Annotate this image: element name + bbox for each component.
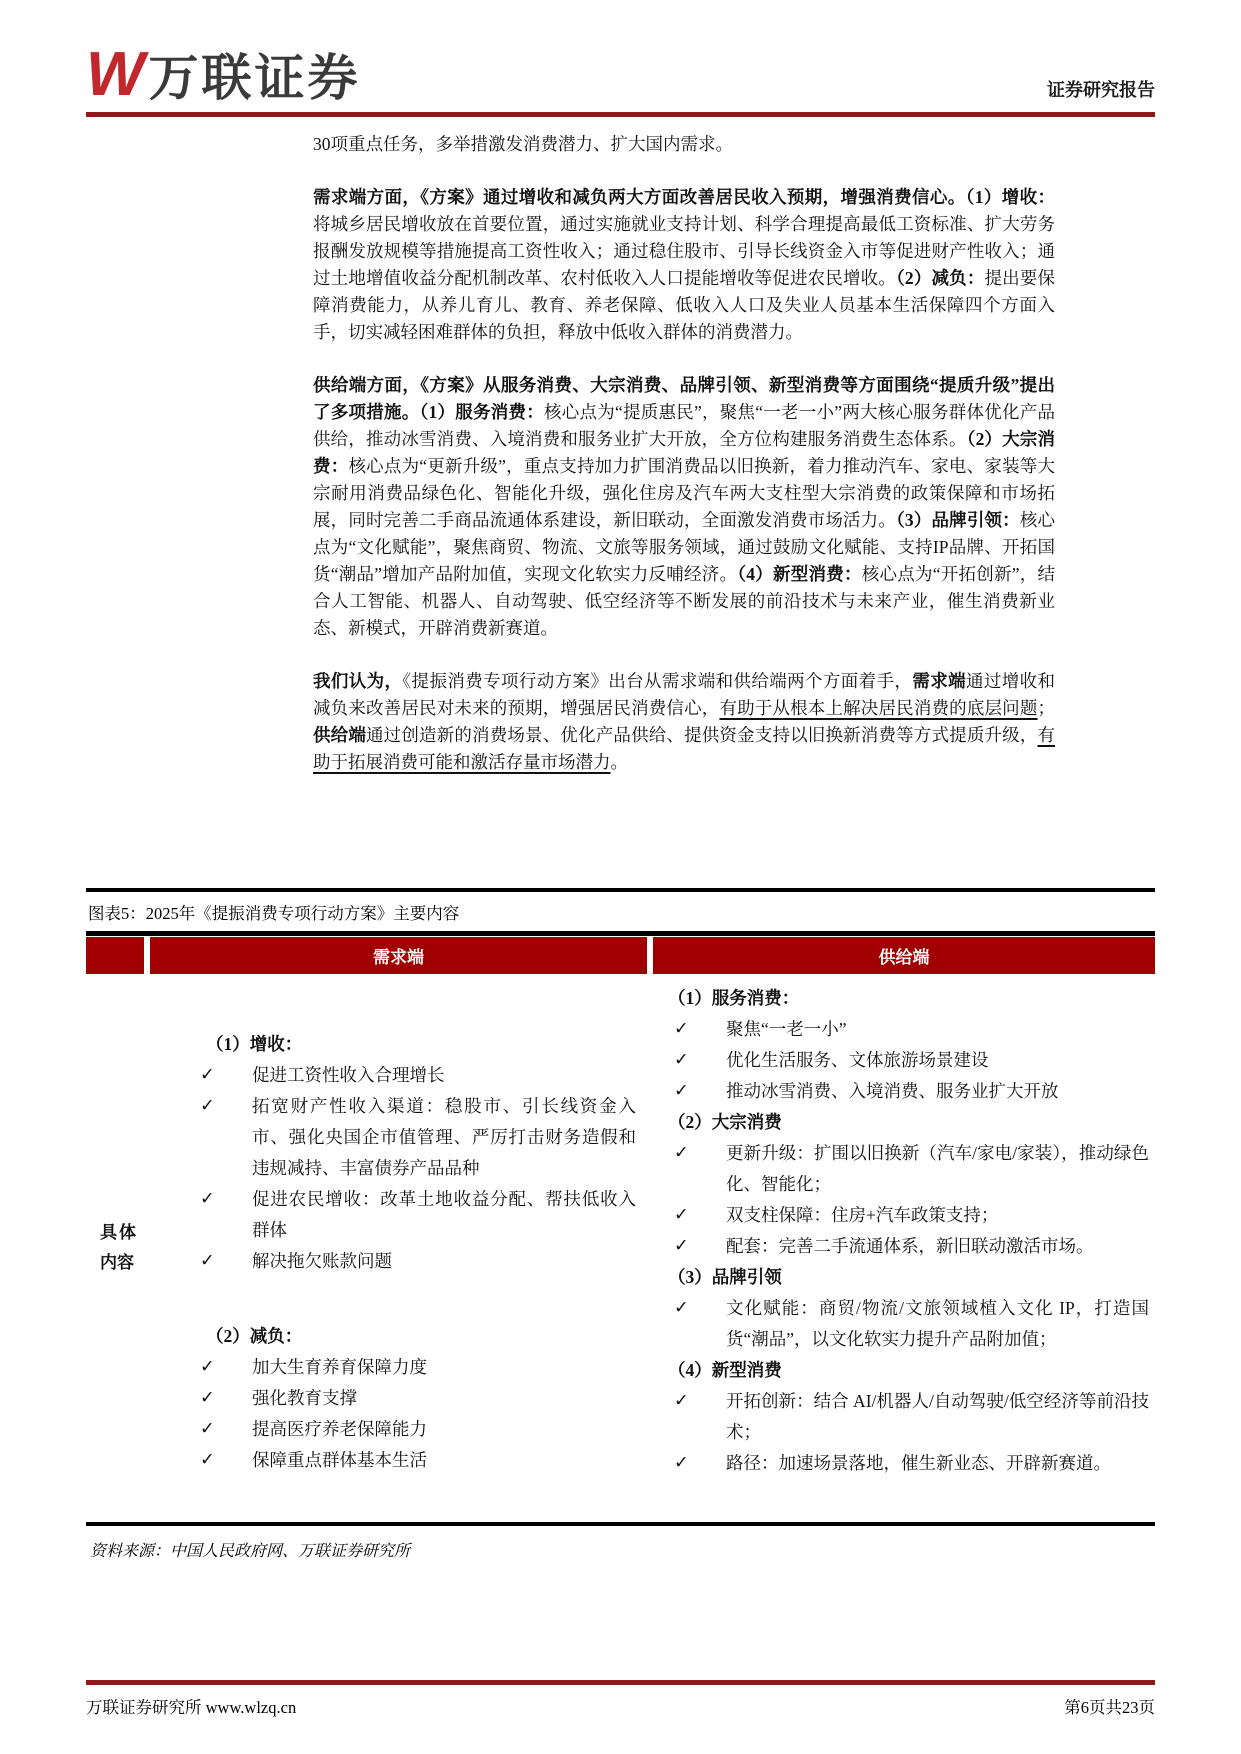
table-block-heading: （4）新型消费 xyxy=(668,1360,782,1380)
table-header-label-cell xyxy=(86,937,144,974)
table-block-heading: （3）品牌引领 xyxy=(668,1267,782,1287)
text-segment: 提出要保障消费能力，从养儿育儿、教育、养老保障、低收入人口及失业人员基本生活保障四个方面入手，切实减轻困难群体的负担，释放中低收入群体的消费潜力。 xyxy=(313,268,1056,342)
table-item xyxy=(194,1352,636,1383)
check-icon: ✓ xyxy=(674,1236,689,1256)
table-item-text: 加大生育养育保障力度 xyxy=(252,1357,427,1377)
text-segment: 。 xyxy=(610,752,628,772)
footer-org: 万联证券研究所 www.wlzq.cn xyxy=(86,1698,297,1717)
table-header-row xyxy=(86,937,1155,974)
table-item xyxy=(668,1138,1149,1200)
paragraph-intro xyxy=(313,131,1055,158)
check-icon: ✓ xyxy=(200,1096,215,1116)
check-icon: ✓ xyxy=(674,1143,689,1163)
check-icon: ✓ xyxy=(200,1251,215,1271)
check-icon: ✓ xyxy=(674,1081,689,1101)
text-segment: 将城乡居民增收放在首要位置，通过实施就业支持计划、科学合理提高最低工资标准、扩大劳务报酬发放规模等措施提高工资性收入；通过稳住股市、引导长线资金入市等促进财产性收入；通过土地增值收益分配机制改革、农村低收入人口提能增收等促进农民增收。 xyxy=(313,214,1055,288)
figure-5 xyxy=(86,888,1155,1561)
text-segment: 供给端方面，《方案》从服务消费、大宗消费、品牌引领、新型消费等方面围绕“提质升级”提出了多项措施。（1）服务消费： xyxy=(313,375,1055,422)
text-segment: （2）减负： xyxy=(896,268,985,288)
check-icon: ✓ xyxy=(200,1357,215,1377)
table-item xyxy=(668,1231,1149,1262)
check-icon: ✓ xyxy=(674,1050,689,1070)
paragraph-demand-side xyxy=(313,184,1055,346)
text-segment: 核心点为“提质惠民”，聚焦“一老一小”两大核心服务群体优化产品供给，推动冰雪消费、入境消费和服务业扩大开放，全方位构建服务消费生态体系。 xyxy=(313,402,1055,449)
table-header-supply: 供给端 xyxy=(653,937,1155,974)
table-item-text: 双支柱保障：住房+汽车政策支持； xyxy=(726,1205,999,1225)
table-block-heading: （2）减负： xyxy=(206,1326,303,1346)
table-item-text: 促进农民增收：改革土地收益分配、帮扶低收入群体 xyxy=(252,1189,636,1240)
text-segment: 我们认为， xyxy=(313,671,403,691)
table-item xyxy=(194,1383,636,1414)
table-column-supply xyxy=(650,974,1155,1522)
table-item-text: 促进工资性收入合理增长 xyxy=(252,1065,445,1085)
table-item xyxy=(668,1293,1149,1355)
table-column-demand xyxy=(150,974,650,1522)
table-item-text: 更新升级：扩围以旧换新（汽车/家电/家装），推动绿色化、智能化； xyxy=(726,1143,1149,1194)
table-item-text: 拓宽财产性收入渠道：稳股市、引长线资金入市、强化央国企市值管理、严厉打击财务造假和违规减持、丰富债券产品品种 xyxy=(252,1096,636,1178)
check-icon: ✓ xyxy=(200,1450,215,1470)
table-row-label: 具体内容 xyxy=(100,1223,136,1272)
text-segment: 需求端 xyxy=(912,671,966,691)
footer-page-number: 第6页共23页 xyxy=(1064,1698,1155,1717)
check-icon: ✓ xyxy=(200,1065,215,1085)
table-header-demand: 需求端 xyxy=(150,937,647,974)
header-divider xyxy=(86,112,1155,117)
check-icon: ✓ xyxy=(674,1298,689,1318)
table-item-text: 优化生活服务、文体旅游场景建设 xyxy=(726,1050,989,1070)
table-item xyxy=(194,1246,636,1277)
text-segment: （4）新型消费： xyxy=(737,564,862,584)
logo-w-mark: W xyxy=(86,40,141,109)
table-item-text: 提高医疗养老保障能力 xyxy=(252,1419,427,1439)
page-footer xyxy=(86,1680,1155,1718)
table-item-text: 推动冰雪消费、入境消费、服务业扩大开放 xyxy=(726,1081,1059,1101)
figure-source: 资料来源：中国人民政府网、万联证券研究所 xyxy=(90,1543,411,1560)
check-icon: ✓ xyxy=(674,1391,689,1411)
text-segment: 核心点为“更新升级”，重点支持加力扩围消费品以旧换新，着力推动汽车、家电、家装等大宗耐用消费品绿色化、智能化升级，强化住房及汽车两大支柱型大宗消费的政策保障和市场拓展，同时完善二手商品流通体系建设，新旧联动，全面激发消费市场活力。 xyxy=(313,456,1055,530)
table-item xyxy=(194,1091,636,1184)
table-item-text: 聚焦“一老一小” xyxy=(726,1019,847,1039)
table-item xyxy=(668,1386,1149,1448)
table-item-text: 配套：完善二手流通体系，新旧联动激活市场。 xyxy=(726,1236,1094,1256)
text-segment: 通过增收和减负来改善居民对未来的预期，增强居民消费信心， xyxy=(313,671,1056,718)
table-block-heading: （2）大宗消费 xyxy=(668,1112,782,1132)
text-segment: （2）大宗消费： xyxy=(313,429,1056,476)
text-segment: 核心点为“文化赋能”，聚焦商贸、物流、文旅等服务领域，通过鼓励文化赋能、支持IP品牌、开拓国货“潮品”增加产品附加值，实现文化软实力反哺经济。 xyxy=(313,510,1056,584)
figure-title-divider xyxy=(86,931,1155,936)
table-item xyxy=(668,1014,1149,1045)
table-item xyxy=(194,1060,636,1091)
table-item-text: 文化赋能：商贸/物流/文旅领域植入文化 IP，打造国货“潮品”，以文化软实力提升产品附加值； xyxy=(726,1298,1149,1349)
text-segment: 通过创造新的消费场景、优化产品供给、提供资金支持以旧换新消费等方式提质升级， xyxy=(366,725,1038,745)
table-item xyxy=(668,1200,1149,1231)
table-item-text: 保障重点群体基本生活 xyxy=(252,1450,427,1470)
text-segment: 有助于从根本上解决居民消费的底层问题 xyxy=(719,698,1038,718)
table-body xyxy=(86,974,1155,1522)
text-segment: 核心点为“开拓创新”，结合人工智能、机器人、自动驾驶、低空经济等不断发展的前沿技术与未来产业，催生消费新业态、新模式，开辟消费新赛道。 xyxy=(313,564,1055,638)
text-segment: ； xyxy=(1037,698,1056,718)
table-item xyxy=(668,1076,1149,1107)
report-body xyxy=(313,131,1055,776)
text-segment: 30项重点任务，多举措激发消费潜力、扩大国内需求。 xyxy=(313,134,733,154)
text-segment: 需求端方面，《方案》通过增收和减负两大方面改善居民收入预期，增强消费信心。（1）增收： xyxy=(313,187,1055,207)
report-type-label: 证券研究报告 xyxy=(1047,80,1155,100)
check-icon: ✓ xyxy=(200,1419,215,1439)
footer-divider xyxy=(86,1680,1155,1685)
figure-title: 图表5：2025年《提振消费专项行动方案》主要内容 xyxy=(88,904,460,923)
table-item xyxy=(194,1414,636,1445)
check-icon: ✓ xyxy=(200,1189,215,1209)
table-item-text: 路径：加速场景落地，催生新业态、开辟新赛道。 xyxy=(726,1453,1111,1473)
page-header xyxy=(0,0,1241,110)
check-icon: ✓ xyxy=(674,1205,689,1225)
paragraph-supply-side xyxy=(313,372,1055,642)
text-segment: 《提振消费专项行动方案》出台从需求端和供给端两个方面着手， xyxy=(402,671,913,691)
table-item-text: 开拓创新：结合 AI/机器人/自动驾驶/低空经济等前沿技术； xyxy=(726,1391,1149,1442)
check-icon: ✓ xyxy=(200,1388,215,1408)
table-item xyxy=(194,1445,636,1476)
check-icon: ✓ xyxy=(674,1019,689,1039)
table-block-heading: （1）服务消费： xyxy=(668,988,800,1008)
table-item-text: 解决拖欠账款问题 xyxy=(252,1251,392,1271)
check-icon: ✓ xyxy=(674,1453,689,1473)
table-block-heading: （1）增收： xyxy=(206,1034,303,1054)
table-item-text: 强化教育支撑 xyxy=(252,1388,357,1408)
text-segment: 有助于拓展消费可能和激活存量市场潜力 xyxy=(313,725,1056,772)
company-logo xyxy=(86,40,361,109)
logo-company-name: 万联证券 xyxy=(148,50,361,106)
table-item xyxy=(668,1045,1149,1076)
text-segment: （3）品牌引领： xyxy=(896,510,1020,530)
table-item xyxy=(194,1184,636,1246)
paragraph-our-view xyxy=(313,668,1055,776)
table-item xyxy=(668,1448,1149,1479)
text-segment: 供给端 xyxy=(313,725,367,745)
